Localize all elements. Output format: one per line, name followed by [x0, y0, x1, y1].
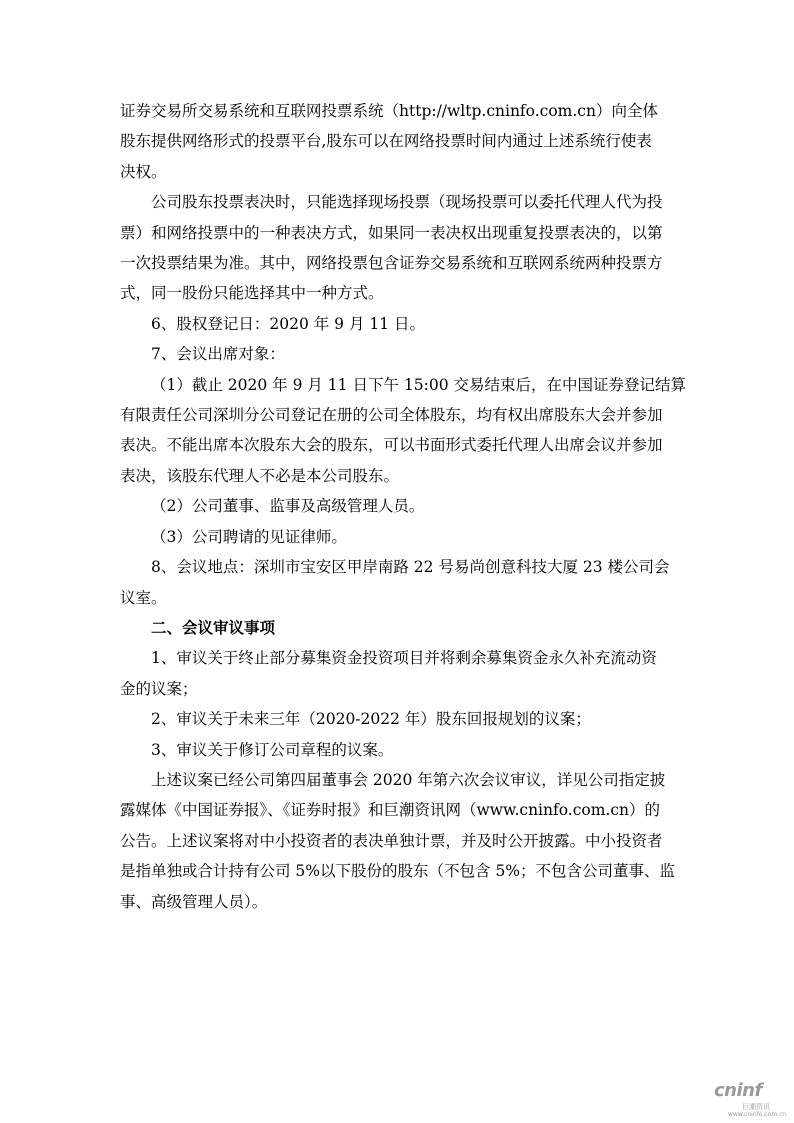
paragraph-item-1: [120, 643, 690, 704]
paragraph-attendee-directors: （2）公司董事、监事及高级管理人员。: [151, 497, 425, 516]
text-line: 有限责任公司深圳分公司登记在册的公司全体股东，均有权出席股东大会并参加: [120, 406, 663, 425]
paragraph-attendee-shareholders: [120, 370, 690, 492]
paragraph-voting-method: [120, 187, 690, 309]
paragraph-voting-system: [120, 96, 690, 187]
text-line: 8、会议地点：深圳市宝安区甲岸南路 22 号易尚创意科技大厦 23 楼公司会: [151, 558, 670, 577]
text-line: 议室。: [120, 588, 167, 607]
paragraph-item-2: 2、审议关于未来三年（2020-2022 年）股东回报规划的议案；: [151, 710, 591, 729]
text-line: 式，同一股份只能选择其中一种方式。: [120, 284, 384, 303]
text-line: 是指单独或合计持有公司 5%以下股份的股东（不包含 5%；不包含公司董事、监: [120, 862, 676, 881]
text-line: 决权。: [120, 162, 167, 181]
logo-url: www.cninfo.com.cn: [728, 1111, 787, 1118]
paragraph-attendees: 7、会议出席对象：: [151, 345, 285, 364]
paragraph-disclosure: [120, 765, 690, 917]
text-line: 股东提供网络形式的投票平台,股东可以在网络投票时间内通过上述系统行使表: [120, 132, 652, 151]
paragraph-attendee-lawyers: （3）公司聘请的见证律师。: [151, 527, 347, 546]
text-line: （1）截止 2020 年 9 月 11 日下午 15:00 交易结束后，在中国证券登记结算: [151, 375, 686, 394]
text-line: 公告。上述议案将对中小投资者的表决单独计票，并及时公开披露。中小投资者: [120, 831, 663, 850]
text-line: 事、高级管理人员）。: [120, 892, 268, 911]
text-line: 露媒体《中国证券报》、《证券时报》和巨潮资讯网（www.cninfo.com.cn）的: [120, 801, 661, 820]
cninfo-logo: [714, 1080, 794, 1120]
paragraph-venue: [120, 552, 690, 613]
text-line: 金的议案；: [120, 679, 198, 698]
text-line: 表决，该股东代理人不必是本公司股东。: [120, 466, 400, 485]
text-line: 公司股东投票表决时，只能选择现场投票（现场投票可以委托代理人代为投: [151, 193, 663, 212]
text-line: 一次投票结果为准。其中，网络投票包含证券交易系统和互联网系统两种投票方: [120, 254, 663, 273]
section-heading: 二、会议审议事项: [151, 618, 276, 637]
text-line: 票）和网络投票中的一种表决方式，如果同一表决权出现重复投票表决的，以第: [120, 223, 663, 242]
text-line: 证券交易所交易系统和互联网投票系统（http://wltp.cninfo.com.cn）向全体: [120, 102, 658, 120]
text-line: 1、审议关于终止部分募集资金投资项目并将剩余募集资金永久补充流动资: [151, 649, 657, 668]
logo-chinese-name: 巨潮资讯: [742, 1103, 770, 1111]
paragraph-item-3: 3、审议关于修订公司章程的议案。: [151, 740, 394, 759]
text-line: 上述议案已经公司第四届董事会 2020 年第六次会议审议，详见公司指定披: [151, 770, 666, 789]
text-line: 表决。不能出席本次股东大会的股东，可以书面形式委托代理人出席会议并参加: [120, 436, 663, 455]
body-text: [120, 96, 690, 917]
logo-wordmark: cninf: [714, 1080, 762, 1101]
paragraph-record-date: 6、股权登记日：2020 年 9 月 11 日。: [151, 314, 426, 333]
